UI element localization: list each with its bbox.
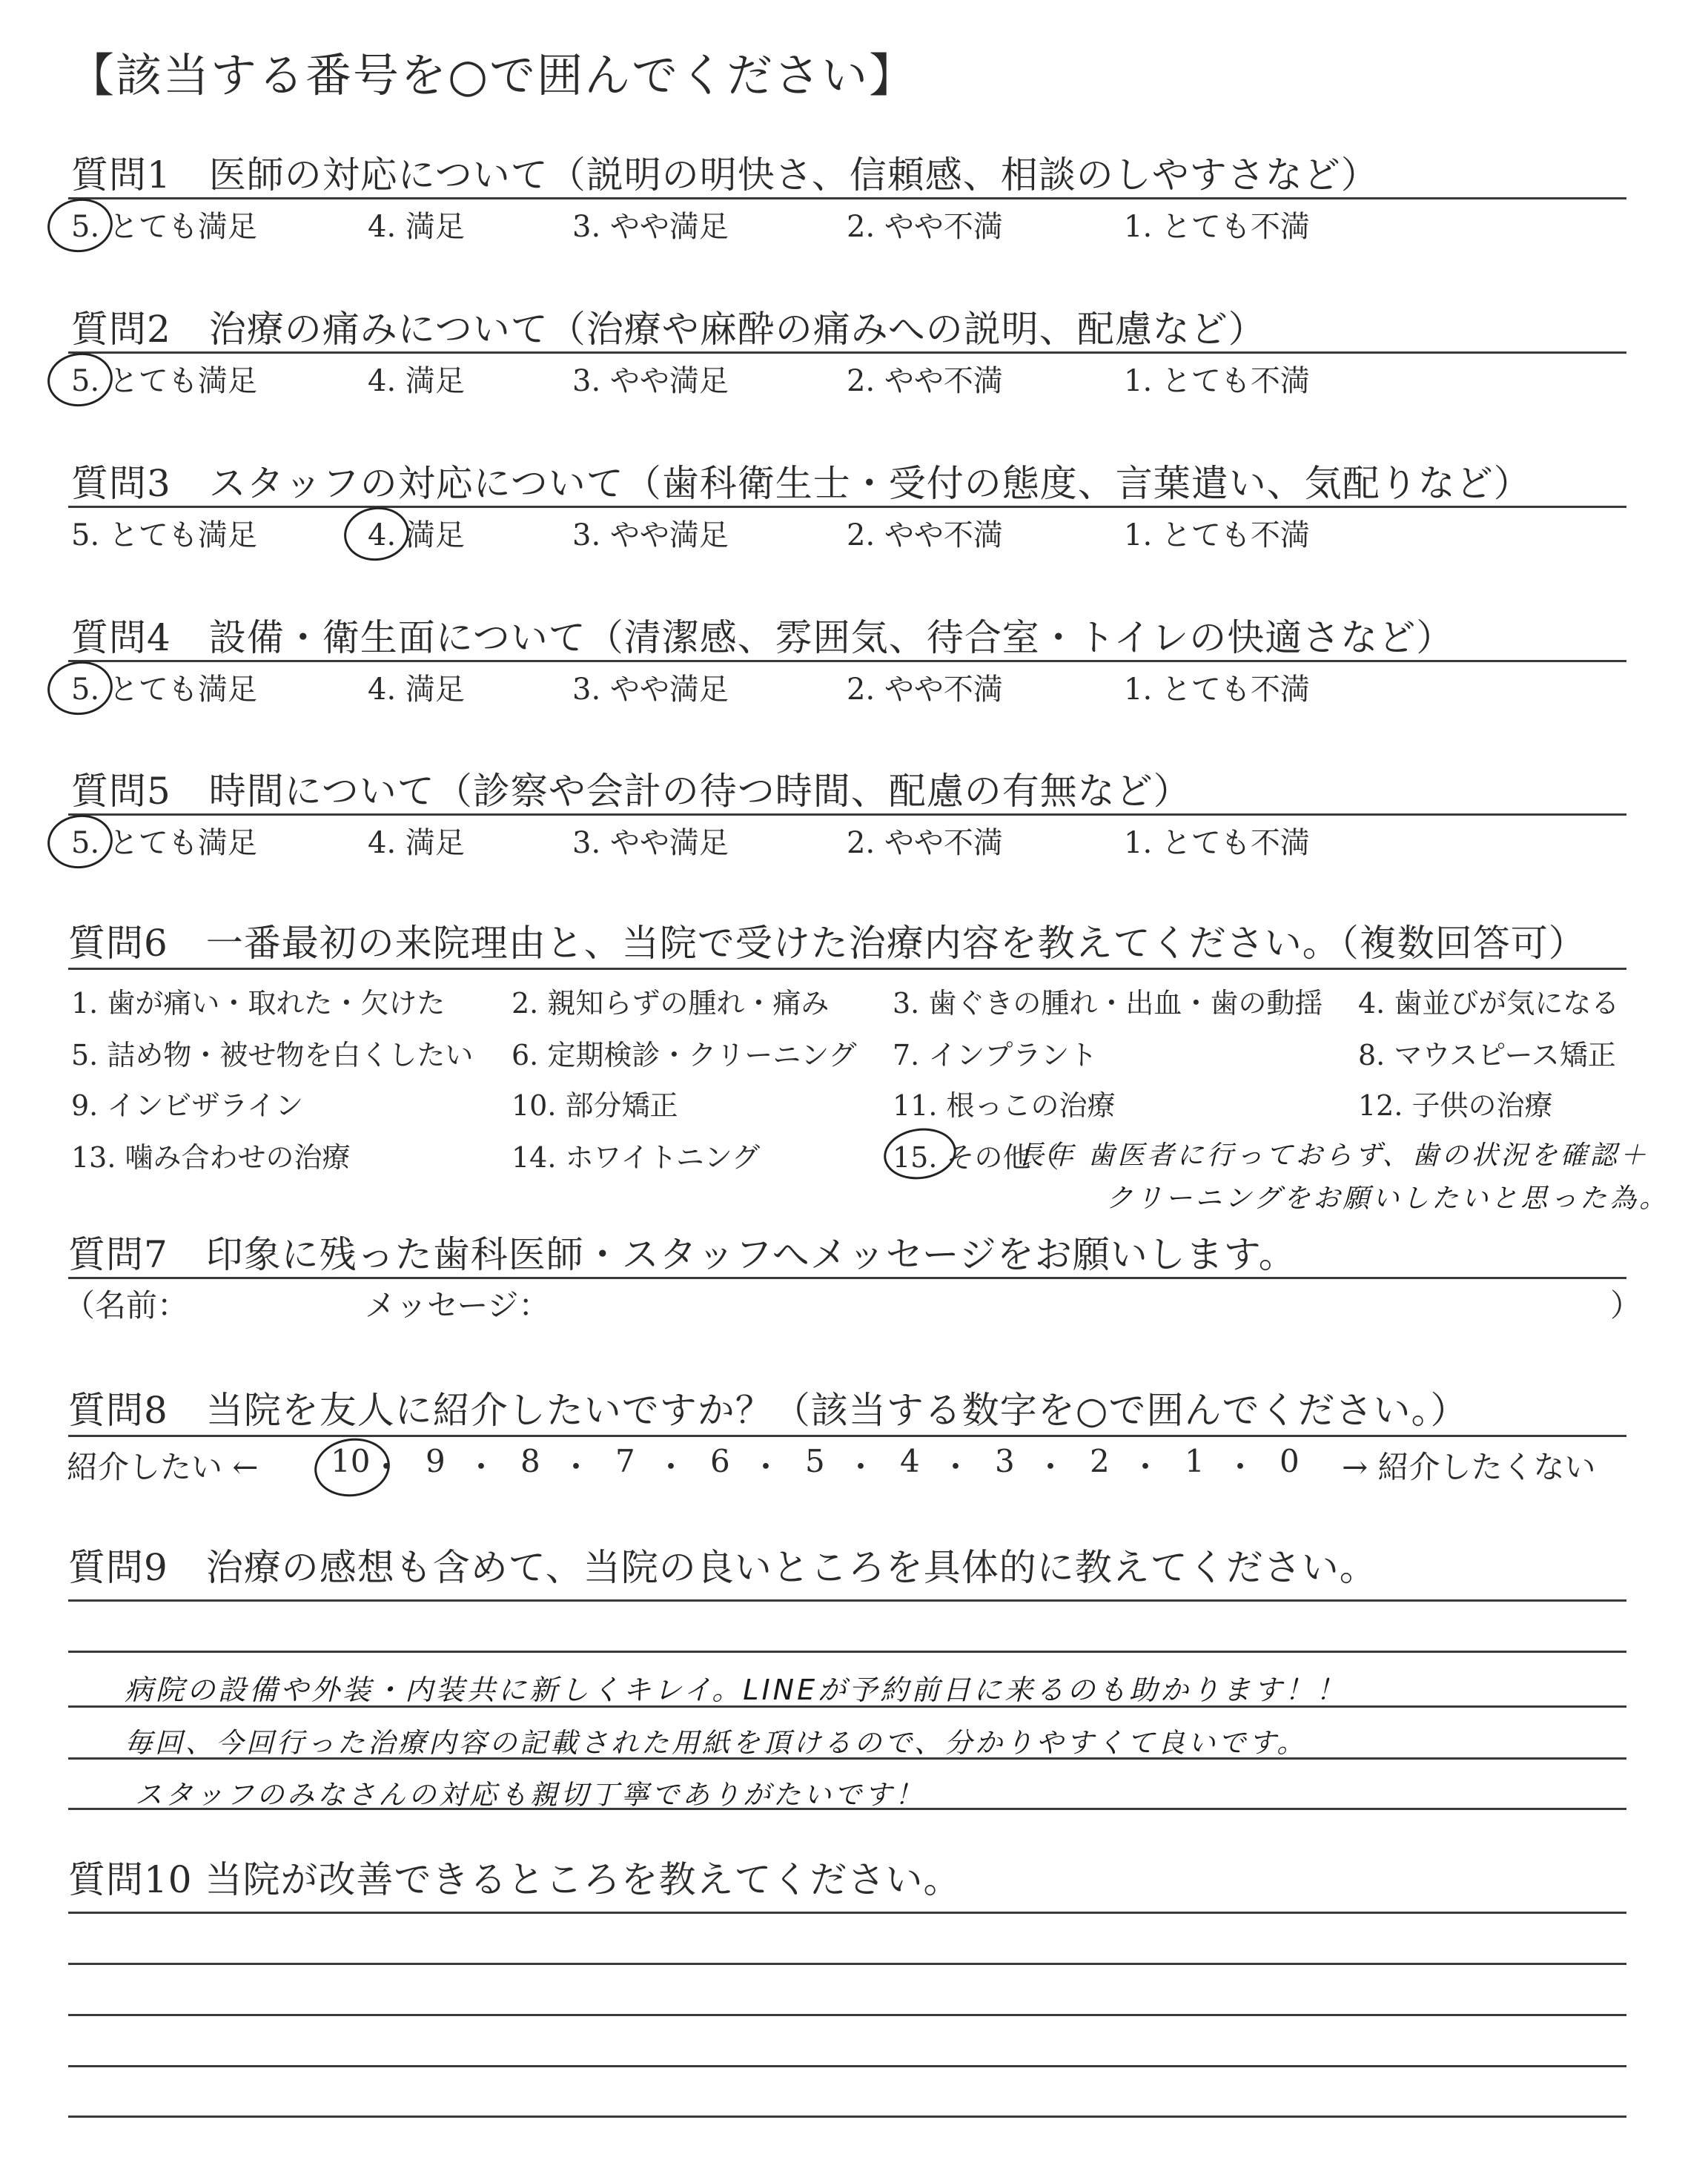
q6-option-14[interactable]: 14. ホワイトニング <box>512 1141 761 1174</box>
q4-option-5[interactable]: 5. とても満足 <box>71 673 257 707</box>
q8-scale-separator: ・ <box>655 1449 687 1485</box>
q8-scale-10[interactable]: 10 <box>331 1443 371 1479</box>
q9-answer-line-1: 病院の設備や外装・内装共に新しくキレイ。LINEが予約前日に来るのも助かります！！ <box>125 1674 1348 1706</box>
q8-scale-2[interactable]: 2 <box>1090 1443 1110 1479</box>
q9-answer-line-2: 毎回、今回行った治療内容の記載された用紙を頂けるので、分かりやすくて良いです。 <box>125 1727 1308 1759</box>
q8-scale-separator: ・ <box>1035 1449 1067 1485</box>
q3-option-4[interactable]: 4. 満足 <box>368 518 465 552</box>
q3-title: 質問3 スタッフの対応について（歯科衛生士・受付の態度、言葉遣い、気配りなど） <box>71 462 1532 505</box>
q10-rule-2 <box>68 1963 1626 1965</box>
q2-rule <box>68 351 1626 354</box>
q8-scale-separator: ・ <box>845 1449 877 1485</box>
q6-option-1[interactable]: 1. 歯が痛い・取れた・欠けた <box>71 987 446 1020</box>
q9-title: 質問9 治療の感想も含めて、当院の良いところを具体的に教えてください。 <box>68 1546 1377 1589</box>
q10-rule-3 <box>68 2014 1626 2016</box>
q8-scale-1[interactable]: 1 <box>1185 1443 1205 1479</box>
q1-option-5[interactable]: 5. とても満足 <box>71 210 257 244</box>
q4-option-4[interactable]: 4. 満足 <box>368 673 465 707</box>
q8-scale-3[interactable]: 3 <box>995 1443 1015 1479</box>
q9-rule-2 <box>68 1651 1626 1653</box>
q8-scale-separator: ・ <box>1225 1449 1257 1485</box>
q8-title: 質問8 当院を友人に紹介したいですか？（該当する数字を○で囲んでください。） <box>68 1389 1469 1432</box>
q9-answer-line-3: スタッフのみなさんの対応も親切丁寧でありがたいです！ <box>135 1779 925 1811</box>
q7-close-paren: ） <box>1610 1287 1642 1324</box>
q4-option-1[interactable]: 1. とても不満 <box>1124 673 1310 707</box>
q2-option-5[interactable]: 5. とても満足 <box>71 364 257 398</box>
q9-rule-1 <box>68 1599 1626 1602</box>
q4-option-3[interactable]: 3. やや満足 <box>572 673 729 707</box>
q8-scale-5[interactable]: 5 <box>805 1443 825 1479</box>
q6-other-handwritten-1: 長年 歯医者に行っておらず、歯の状況を確認＋ <box>1017 1140 1649 1171</box>
q6-option-3[interactable]: 3. 歯ぐきの腫れ・出血・歯の動揺 <box>893 987 1323 1020</box>
q6-option-4[interactable]: 4. 歯並びが気になる <box>1358 987 1620 1020</box>
q6-option-15[interactable]: 15. その他（ <box>893 1141 1059 1174</box>
q2-option-3[interactable]: 3. やや満足 <box>572 364 729 398</box>
q10-rule-5 <box>68 2116 1626 2118</box>
q8-scale-separator: ・ <box>371 1449 403 1485</box>
q6-option-2[interactable]: 2. 親知らずの腫れ・痛み <box>512 987 830 1020</box>
q6-option-6[interactable]: 6. 定期検診・クリーニング <box>512 1039 857 1071</box>
q5-rule <box>68 813 1626 816</box>
q2-option-4[interactable]: 4. 満足 <box>368 364 465 398</box>
q2-title: 質問2 治療の痛みについて（治療や麻酔の痛みへの説明、配慮など） <box>71 308 1266 351</box>
q5-title: 質問5 時間について（診察や会計の待つ時間、配慮の有無など） <box>71 770 1191 813</box>
q5-option-3[interactable]: 3. やや満足 <box>572 826 729 860</box>
q1-title: 質問1 医師の対応について（説明の明快さ、信頼感、相談のしやすさなど） <box>71 153 1379 196</box>
q8-scale-separator: ・ <box>750 1449 782 1485</box>
q6-rule <box>68 968 1626 970</box>
q3-option-2[interactable]: 2. やや不満 <box>847 518 1003 552</box>
q7-rule <box>68 1277 1626 1279</box>
q8-left-label: 紹介したい ← <box>67 1449 259 1485</box>
q8-scale-separator: ・ <box>466 1449 497 1485</box>
q1-option-1[interactable]: 1. とても不満 <box>1124 210 1310 244</box>
q8-scale-6[interactable]: 6 <box>710 1443 730 1479</box>
q1-option-4[interactable]: 4. 満足 <box>368 210 465 244</box>
q8-scale-separator: ・ <box>560 1449 592 1485</box>
q2-option-2[interactable]: 2. やや不満 <box>847 364 1003 398</box>
q8-scale-separator: ・ <box>1130 1449 1162 1485</box>
q3-rule <box>68 506 1626 508</box>
q4-title: 質問4 設備・衛生面について（清潔感、雰囲気、待合室・トイレの快適さなど） <box>71 616 1454 659</box>
q7-title: 質問7 印象に残った歯科医師・スタッフへメッセージをお願いします。 <box>68 1233 1297 1276</box>
q6-option-11[interactable]: 11. 根っこの治療 <box>893 1089 1116 1122</box>
q6-other-handwritten-2: クリーニングをお願いしたいと思った為。 <box>1106 1183 1669 1214</box>
q1-rule <box>68 197 1626 199</box>
q6-option-8[interactable]: 8. マウスピース矯正 <box>1358 1039 1616 1071</box>
q3-option-1[interactable]: 1. とても不満 <box>1124 518 1310 552</box>
q5-option-2[interactable]: 2. やや不満 <box>847 826 1003 860</box>
q6-option-5[interactable]: 5. 詰め物・被せ物を白くしたい <box>71 1039 474 1071</box>
q7-message-label: メッセージ： <box>365 1287 550 1324</box>
q7-name-label: （名前： <box>64 1287 189 1324</box>
q8-rule <box>68 1435 1626 1437</box>
q4-rule <box>68 660 1626 662</box>
q6-title: 質問6 一番最初の来院理由と、当院で受けた治療内容を教えてください。（複数回答可） <box>68 922 1586 965</box>
q2-option-1[interactable]: 1. とても不満 <box>1124 364 1310 398</box>
q8-scale-8[interactable]: 8 <box>520 1443 540 1479</box>
q4-option-2[interactable]: 2. やや不満 <box>847 673 1003 707</box>
q5-option-5[interactable]: 5. とても満足 <box>71 826 257 860</box>
q8-scale-7[interactable]: 7 <box>615 1443 635 1479</box>
q6-option-9[interactable]: 9. インビザライン <box>71 1089 304 1122</box>
q8-scale-9[interactable]: 9 <box>426 1443 446 1479</box>
q10-rule-4 <box>68 2065 1626 2067</box>
q6-option-10[interactable]: 10. 部分矯正 <box>512 1089 678 1122</box>
q1-option-3[interactable]: 3. やや満足 <box>572 210 729 244</box>
q6-option-13[interactable]: 13. 噛み合わせの治療 <box>71 1141 351 1174</box>
q3-option-5[interactable]: 5. とても満足 <box>71 518 257 552</box>
q8-scale-0[interactable]: 0 <box>1280 1443 1300 1479</box>
q8-scale-separator: ・ <box>940 1449 972 1485</box>
q8-right-label: → 紹介したくない <box>1342 1449 1596 1485</box>
q3-option-3[interactable]: 3. やや満足 <box>572 518 729 552</box>
q1-option-2[interactable]: 2. やや不満 <box>847 210 1003 244</box>
q10-rule-1 <box>68 1912 1626 1914</box>
q10-title: 質問10 当院が改善できるところを教えてください。 <box>68 1858 961 1901</box>
q5-option-4[interactable]: 4. 満足 <box>368 826 465 860</box>
q6-option-12[interactable]: 12. 子供の治療 <box>1358 1089 1553 1122</box>
q8-scale-4[interactable]: 4 <box>900 1443 920 1479</box>
q5-option-1[interactable]: 1. とても不満 <box>1124 826 1310 860</box>
form-header: 【該当する番号を○で囲んでください】 <box>68 48 917 102</box>
q6-option-7[interactable]: 7. インプラント <box>893 1039 1098 1071</box>
